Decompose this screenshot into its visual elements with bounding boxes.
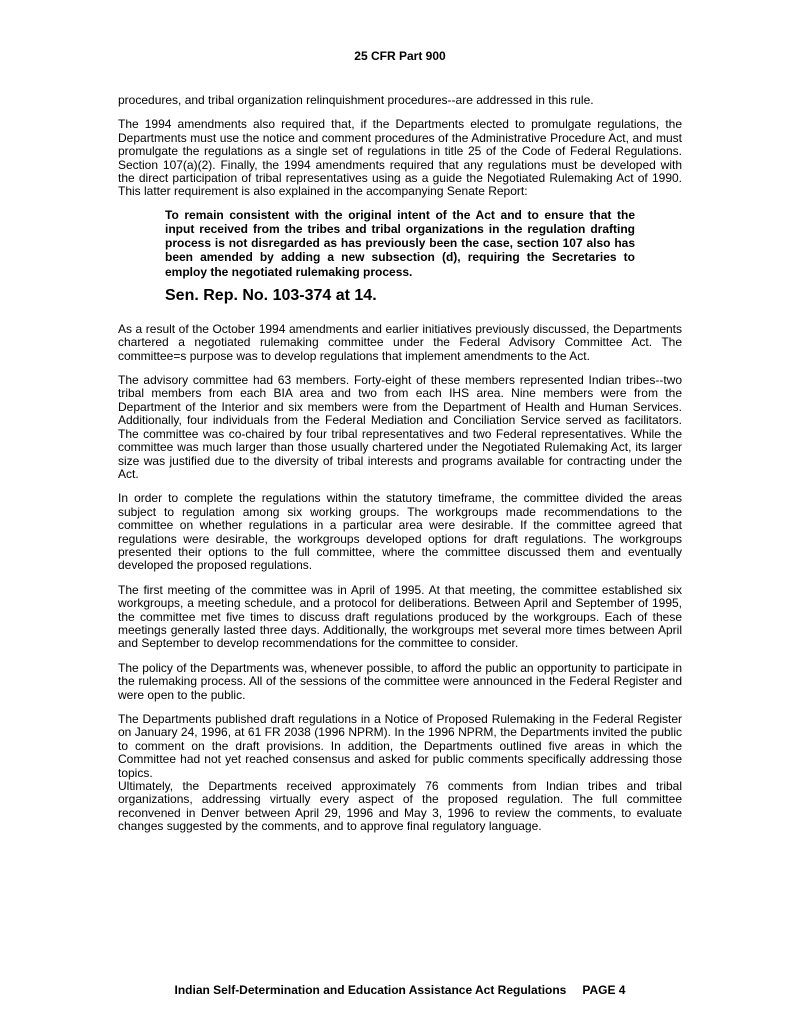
senate-report-quote: To remain consistent with the original intent of the Act and to ensure that the input received from the tribes and tribal organizations in the regulation drafting process is not disregarded as has previously been the case, section 107 also has been amended by adding a new subsection (d), requiring the Secretaries to employ the negotiated rulemaking process. xyxy=(165,207,635,279)
paragraph-nprm: The Departments published draft regulations in a Notice of Proposed Rulemaking in the Federal Register on January 24, 1996, at 61 FR 2038 (1996 NPRM). In the 1996 NPRM, the Departments invited the public to comment on the draft provisions. In addition, the Departments outlined five areas in which the Committee had not yet reached consensus and asked for public comments specifically addressing those topics. xyxy=(118,712,682,780)
paragraph-1994-amendments: The 1994 amendments also required that, if the Departments elected to promulgate regulations, the Departments must use the notice and comment procedures of the Administrative Procedure Act, and must promulgate the regulations as a single set of regulations in title 25 of the Code of Federal Regulations. Section 107(a)(2). Finally, the 1994 amendments required that any regulations must be developed with the direct participation of tribal representatives using as a guide the Negotiated Rulemaking Act of 1990. This latter requirement is also explained in the accompanying Senate Report: xyxy=(118,117,682,199)
page-footer xyxy=(0,983,800,997)
paragraph-continuation: procedures, and tribal organization relinquishment procedures--are addressed in this rule. xyxy=(118,93,594,107)
quote-citation: Sen. Rep. No. 103-374 at 14. xyxy=(165,286,377,304)
paragraph-comments-received: Ultimately, the Departments received approximately 76 comments from Indian tribes and tribal organizations, addressing virtually every aspect of the proposed regulation. The full committee reconvened in Denver between April 29, 1996 and May 3, 1996 to review the comments, to evaluate changes suggested by the comments, and to approve final regulatory language. xyxy=(118,779,682,834)
paragraph-committee-chartered: As a result of the October 1994 amendments and earlier initiatives previously discussed, the Departments chartered a negotiated rulemaking committee under the Federal Advisory Committee Act. The committee=s purpose was to develop regulations that implement amendments to the Act. xyxy=(118,321,682,363)
paragraph-advisory-committee: The advisory committee had 63 members. Forty-eight of these members represented Indian tribes--two tribal members from each BIA area and two from each IHS area. Nine members were from the Department of the Interior and six members were from the Department of Health and Human Services. Additionally, four individuals from the Federal Mediation and Conciliation Service served as facilitators. The committee was co-chaired by four tribal representatives and two Federal representatives. While the committee was much larger than those usually chartered under the Negotiated Rulemaking Act, its larger size was justified due to the diversity of tribal interests and programs available for contracting under the Act. xyxy=(118,373,682,481)
page-number: PAGE 4 xyxy=(582,983,626,997)
paragraph-working-groups: In order to complete the regulations within the statutory timeframe, the committee divided the areas subject to regulation among six working groups. The workgroups made recommendations to the committee on whether regulations in a particular area were desirable. If the committee agreed that regulations were desirable, the workgroups developed options for draft regulations. The workgroups presented their options to the full committee, where the committee discussed them and eventually developed the proposed regulations. xyxy=(118,491,682,573)
footer-title: Indian Self-Determination and Education Assistance Act Regulations xyxy=(174,983,567,997)
page-header: 25 CFR Part 900 xyxy=(354,49,446,63)
paragraph-public-policy: The policy of the Departments was, whenever possible, to afford the public an opportunity to participate in the rulemaking process. All of the sessions of the committee were announced in the Federal Register and were open to the public. xyxy=(118,660,682,702)
document-body xyxy=(118,94,682,845)
paragraph-first-meeting: The first meeting of the committee was in April of 1995. At that meeting, the committee established six workgroups, a meeting schedule, and a protocol for deliberations. Between April and September of 1995, the committee met five times to discuss draft regulations produced by the workgroups. Each of these meetings generally lasted three days. Additionally, the workgroups met several more times between April and September to develop recommendations for the committee to consider. xyxy=(118,582,682,651)
